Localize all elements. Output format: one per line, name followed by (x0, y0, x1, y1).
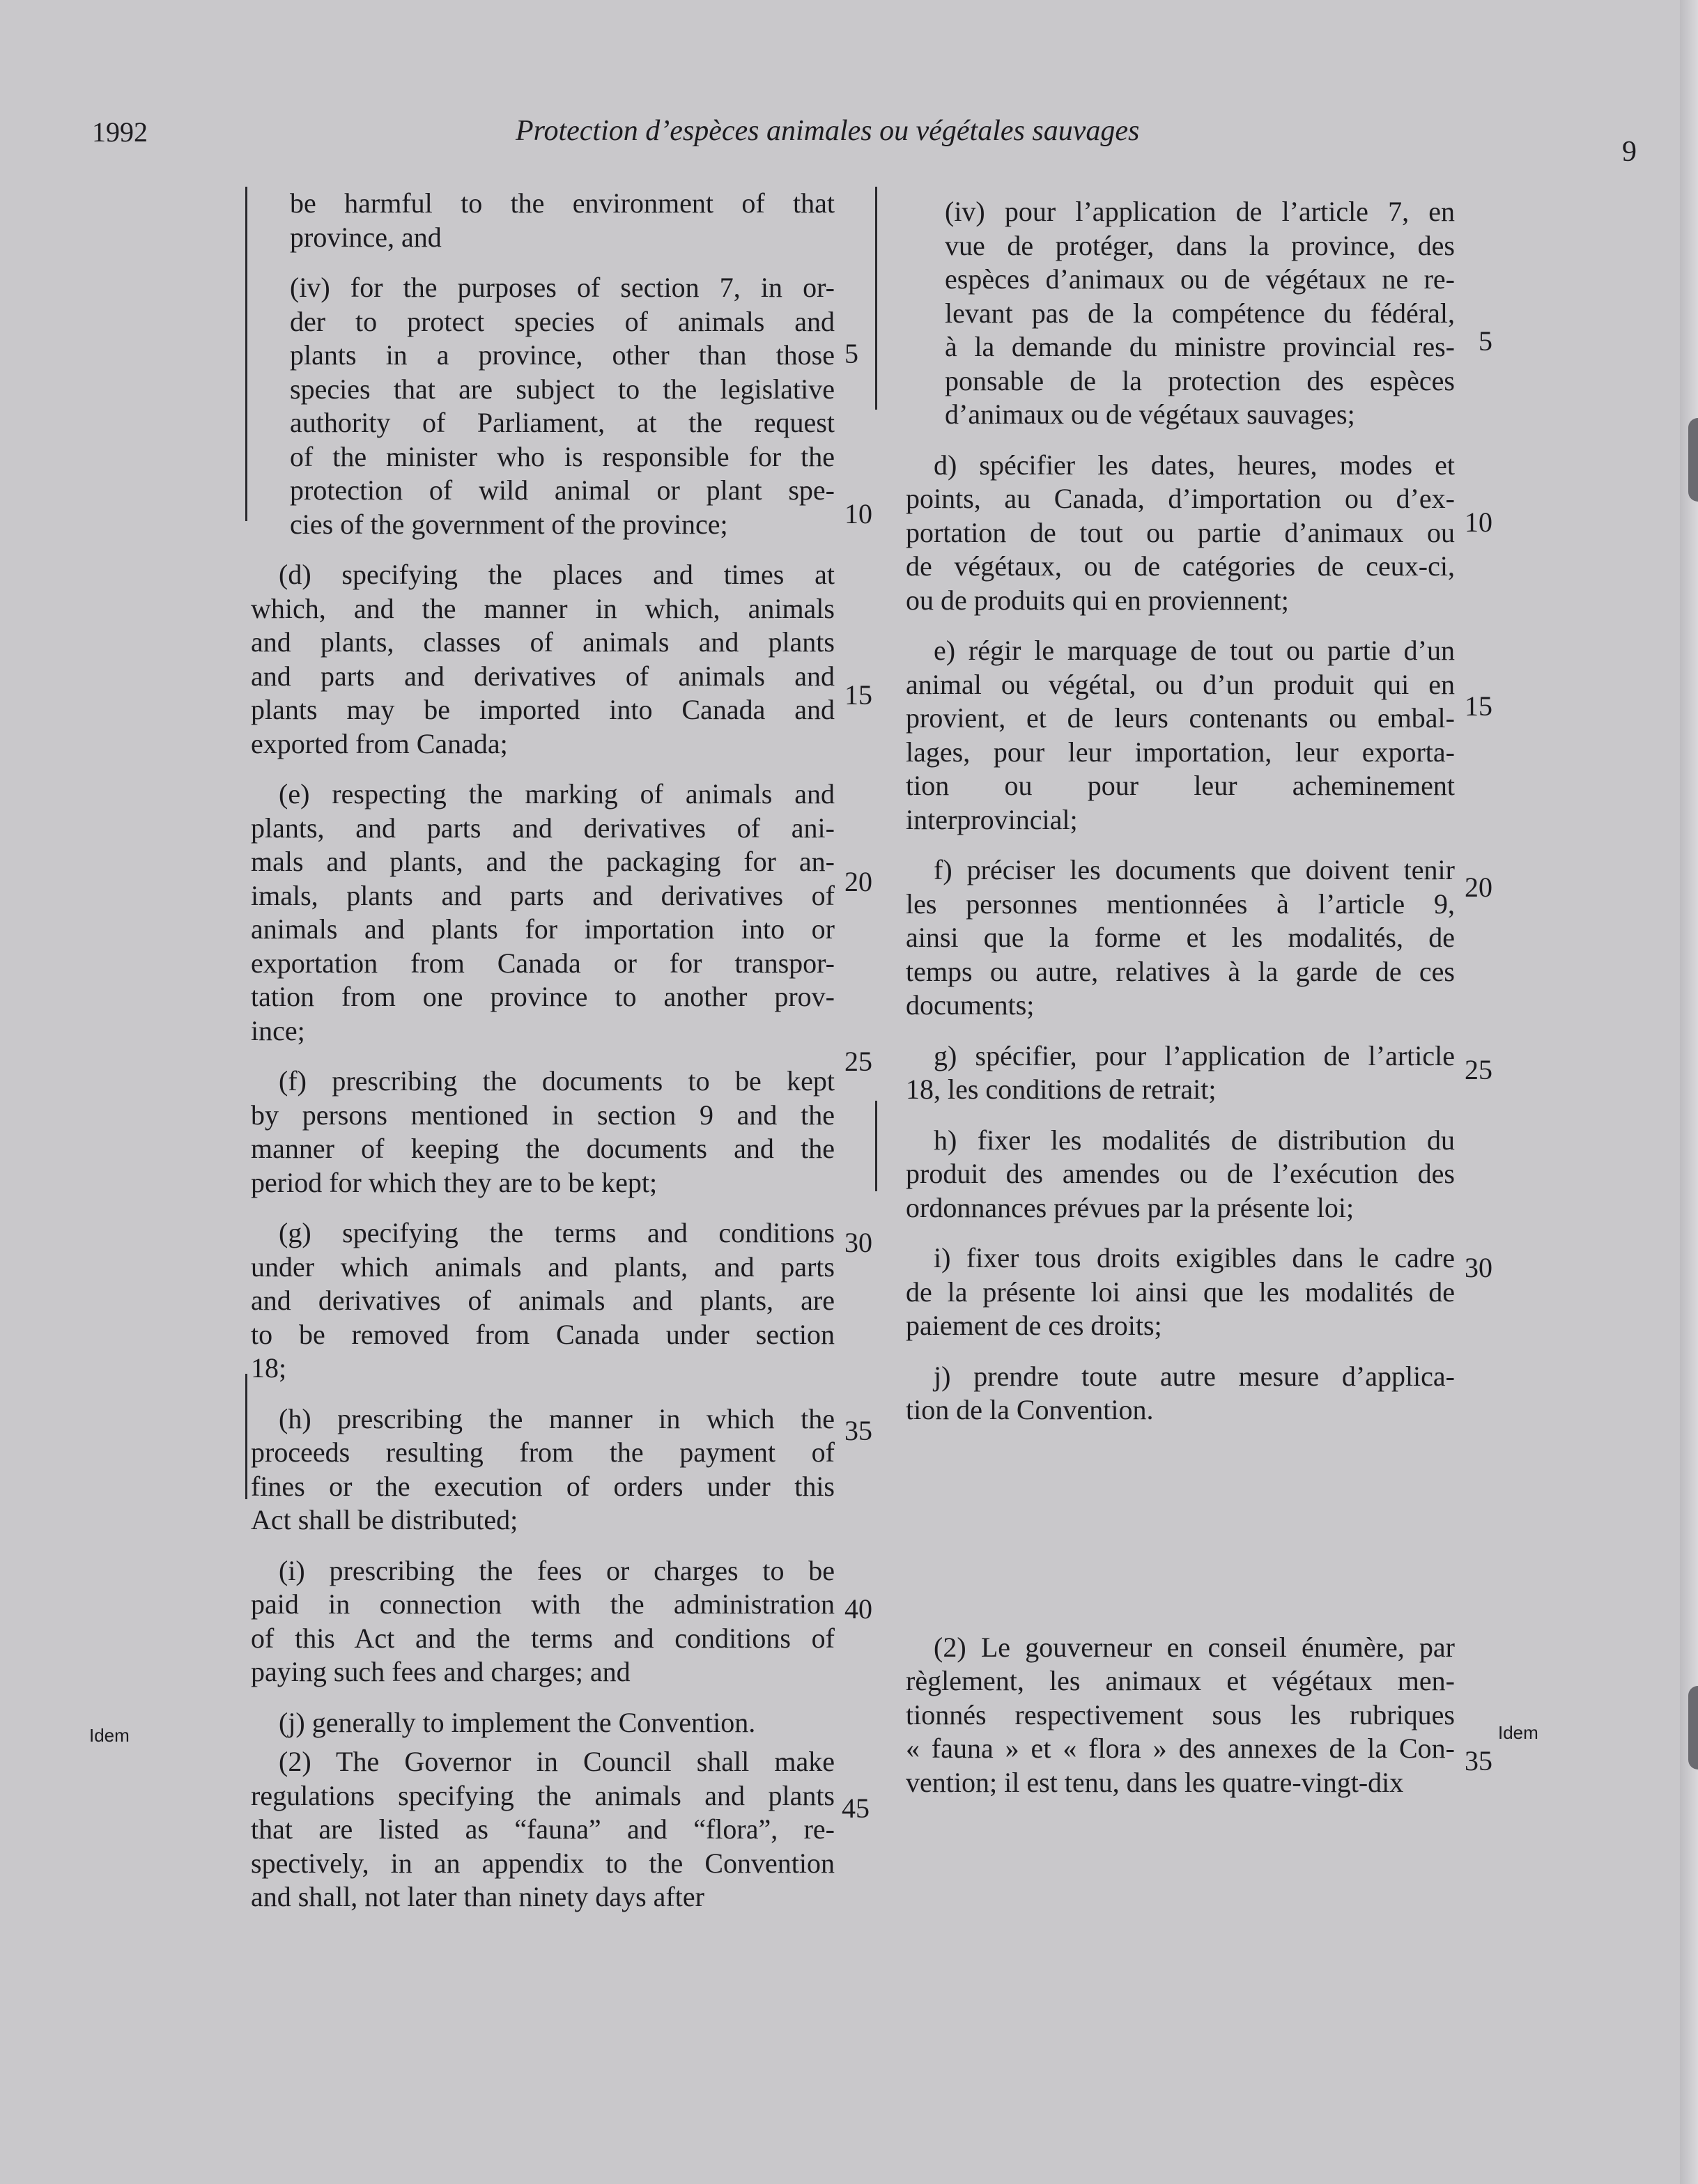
text-line: by persons mentioned in section 9 and the (251, 1099, 835, 1131)
text-line: ordonnances prévues par la présente loi; (906, 1191, 1354, 1223)
line-number: 35 (1465, 1745, 1492, 1776)
text-line: levant pas de la compétence du fédéral, (945, 297, 1455, 329)
text-line: imals, plants and parts and derivatives of (251, 879, 835, 911)
text-line: tation from one province to another prov- (251, 981, 835, 1012)
line-number: 5 (844, 338, 858, 369)
text-line: proceeds resulting from the payment of (251, 1436, 835, 1468)
paragraph-j (251, 1706, 835, 1740)
paragraph-f-fr (906, 853, 1455, 1023)
text-line: portation de tout ou partie d’animaux ou (906, 516, 1455, 548)
text-line: d’animaux ou de végétaux sauvages; (945, 398, 1355, 430)
text-line: règlement, les animaux et végétaux men- (906, 1665, 1455, 1696)
paragraph-subparagraph-iv-fr (906, 195, 1455, 432)
text-line: animal ou végétal, ou d’un produit qui en (906, 668, 1455, 700)
text-line: protection of wild animal or plant spe- (290, 474, 835, 506)
revision-bar (245, 187, 247, 521)
header-year: 1992 (92, 116, 148, 148)
text-line: (2) Le gouverneur en conseil énumère, par (934, 1631, 1455, 1663)
paragraph-i-fr (906, 1241, 1455, 1343)
text-line: temps ou autre, relatives à la garde de ces (906, 955, 1455, 987)
text-line: regulations specifying the animals and plants (251, 1779, 835, 1811)
line-number: 40 (844, 1593, 872, 1625)
line-number: 30 (1465, 1252, 1492, 1283)
text-line: ainsi que la forme et les modalités, de (906, 922, 1455, 953)
line-number: 10 (844, 498, 872, 529)
text-line: species that are subject to the legislative (290, 373, 835, 405)
text-line: lages, pour leur importation, leur exporta- (906, 736, 1455, 768)
line-number: 35 (844, 1415, 872, 1446)
text-line: paiement de ces droits; (906, 1310, 1162, 1341)
text-line: province, and (290, 221, 442, 253)
text-line: (d) specifying the places and times at (279, 559, 835, 590)
line-number: 45 (842, 1792, 870, 1824)
text-line: be harmful to the environment of that (290, 187, 835, 219)
text-line: of the minister who is responsible for the (290, 440, 835, 472)
paragraph-d (251, 558, 835, 761)
page-edge (1680, 0, 1698, 2184)
text-line: de la présente loi ainsi que les modalités de (906, 1276, 1455, 1308)
text-line: (i) prescribing the fees or charges to be (279, 1554, 835, 1586)
text-line: (g) specifying the terms and conditions (279, 1217, 835, 1248)
text-line: f) préciser les documents que doivent tenir (934, 854, 1455, 885)
text-line: fines or the execution of orders under this (251, 1470, 835, 1502)
text-line: manner of keeping the documents and the (251, 1133, 835, 1164)
text-line: plants in a province, other than those (290, 339, 835, 371)
text-line: ou de produits qui en proviennent; (906, 584, 1289, 616)
text-line: (e) respecting the marking of animals and (279, 778, 835, 810)
text-line: (f) prescribing the documents to be kept (279, 1065, 835, 1097)
paragraph (251, 187, 835, 254)
line-number: 15 (1465, 690, 1492, 722)
paragraph-j-fr (906, 1360, 1455, 1427)
text-line: ince; (251, 1014, 305, 1046)
paragraph-i (251, 1554, 835, 1689)
text-line: cies of the government of the province; (290, 508, 728, 540)
text-line: (h) prescribing the manner in which the (279, 1402, 835, 1434)
text-line: documents; (906, 989, 1035, 1021)
text-line: points, au Canada, d’importation ou d’ex- (906, 483, 1455, 514)
line-number: 15 (844, 679, 872, 711)
text-line: espèces d’animaux ou de végétaux ne re- (945, 263, 1455, 295)
text-line: tion ou pour leur acheminement (906, 770, 1455, 801)
text-line: les personnes mentionnées à l’article 9, (906, 888, 1455, 920)
text-line: and shall, not later than ninety days after (251, 1881, 704, 1912)
text-line: Act shall be distributed; (251, 1504, 518, 1535)
line-number: 10 (1465, 506, 1492, 538)
text-line: d) spécifier les dates, heures, modes et (934, 449, 1455, 481)
paragraph-subparagraph-iv (251, 271, 835, 541)
header-title: Protection d’espèces animales ou végétales sauvages (516, 115, 1140, 147)
text-line: (2) The Governor in Council shall make (279, 1746, 835, 1777)
text-line: paying such fees and charges; and (251, 1656, 631, 1687)
text-line: i) fixer tous droits exigibles dans le cadre (934, 1242, 1455, 1273)
text-line: paid in connection with the administration (251, 1588, 835, 1620)
revision-bar (245, 1374, 247, 1499)
paragraph-g-fr (906, 1039, 1455, 1107)
binding-notch (1688, 1686, 1698, 1769)
text-line: (iv) pour l’application de l’article 7, en (945, 196, 1455, 227)
paragraph-g (251, 1216, 835, 1386)
line-number: 20 (1465, 872, 1492, 903)
text-line: which, and the manner in which, animals (251, 592, 835, 624)
text-line: tion de la Convention. (906, 1394, 1154, 1425)
text-line: (iv) for the purposes of section 7, in or- (290, 272, 835, 303)
paragraph-d-fr (906, 449, 1455, 618)
text-line: h) fixer les modalités de distribution du (934, 1124, 1455, 1156)
text-line: e) régir le marquage de tout ou partie d’un (934, 635, 1455, 666)
text-line: « fauna » et « flora » des annexes de la Con- (906, 1733, 1455, 1764)
english-column (251, 187, 835, 1914)
text-line: 18; (251, 1352, 287, 1384)
text-line: exported from Canada; (251, 727, 508, 759)
paragraph-e-fr (906, 634, 1455, 837)
page-number: 9 (1622, 136, 1637, 168)
text-line: spectively, in an appendix to the Convention (251, 1847, 835, 1879)
text-line: of this Act and the terms and conditions of (251, 1622, 835, 1654)
text-line: tionnés respectivement sous les rubriques (906, 1698, 1455, 1730)
margin-note-idem-left: Idem (89, 1725, 130, 1746)
subsection-2-fr (906, 1631, 1455, 1800)
text-line: de végétaux, ou de catégories de ceux-ci, (906, 550, 1455, 582)
french-column (906, 195, 1455, 1799)
text-line: that are listed as “fauna” and “flora”, re- (251, 1813, 835, 1845)
text-line: vention; il est tenu, dans les quatre-vingt-dix (906, 1766, 1404, 1798)
text-line: plants may be imported into Canada and (251, 694, 835, 725)
text-line: 18, les conditions de retrait; (906, 1074, 1217, 1105)
line-number: 30 (844, 1227, 872, 1258)
text-line: mals and plants, and the packaging for an- (251, 846, 835, 877)
text-line: provient, et de leurs contenants ou embal- (906, 702, 1455, 734)
text-line: and derivatives of animals and plants, are (251, 1285, 835, 1316)
text-line: under which animals and plants, and parts (251, 1250, 835, 1283)
text-line: plants, and parts and derivatives of ani- (251, 812, 835, 844)
text-line: and plants, classes of animals and plants (251, 626, 835, 658)
subsection-2 (251, 1745, 835, 1914)
binding-notch (1688, 418, 1698, 502)
text-line: g) spécifier, pour l’application de l’article (934, 1039, 1455, 1071)
text-line: der to protect species of animals and (290, 305, 835, 337)
line-number: 20 (844, 866, 872, 897)
paragraph-h-fr (906, 1124, 1455, 1225)
paragraph-e (251, 777, 835, 1048)
text-line: to be removed from Canada under section (251, 1318, 835, 1350)
paragraph-f (251, 1064, 835, 1200)
text-line: exportation from Canada or for transpor- (251, 947, 835, 979)
text-line: ponsable de la protection des espèces (945, 364, 1455, 396)
text-line: animals and plants for importation into or (251, 913, 835, 945)
paragraph-h (251, 1402, 835, 1538)
margin-note-idem-right: Idem (1498, 1722, 1538, 1743)
text-line: vue de protéger, dans la province, des (945, 229, 1455, 261)
revision-bar (875, 1101, 877, 1191)
line-number: 25 (844, 1046, 872, 1077)
text-line: à la demande du ministre provincial res- (945, 331, 1455, 362)
text-line: authority of Parliament, at the request (290, 407, 835, 438)
text-line: interprovincial; (906, 803, 1078, 835)
text-line: j) prendre toute autre mesure d’applica- (934, 1360, 1455, 1392)
text-line: produit des amendes ou de l’exécution des (906, 1158, 1455, 1189)
text-line: and parts and derivatives of animals and (251, 660, 835, 692)
text-line: (j) generally to implement the Convention. (279, 1706, 756, 1738)
text-line: period for which they are to be kept; (251, 1166, 658, 1198)
revision-bar (875, 187, 877, 410)
line-number: 5 (1479, 325, 1492, 357)
line-number: 25 (1465, 1054, 1492, 1085)
